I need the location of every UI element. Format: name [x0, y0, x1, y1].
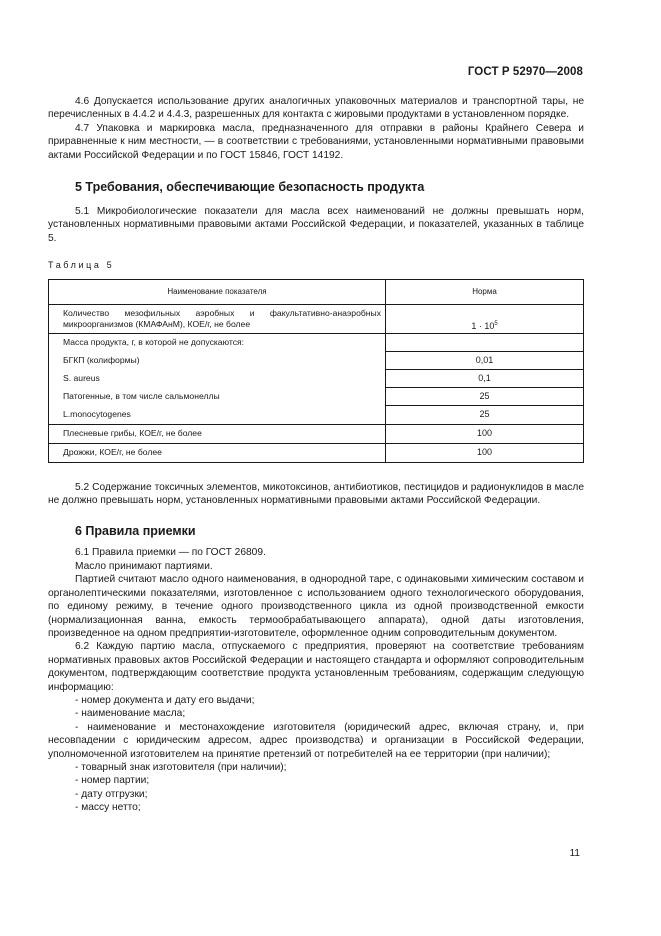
table-row [49, 304, 584, 333]
table-row [49, 370, 584, 388]
table-cell-name: Плесневые грибы, КОЕ/г, не более [49, 424, 386, 443]
table-cell-norm: 25 [386, 388, 584, 406]
paragraph-4-6: 4.6 Допускается использование других аналогичных упаковочных материалов и транспортной тары, не перечисленных в 4.4.2 и 4.4.3, разрешенных для контакта с жировыми продуктами в установленном порядке. [48, 96, 584, 121]
paragraph-5-2: 5.2 Содержание токсичных элементов, микотоксинов, антибиотиков, пестицидов и радионуклидов в масле не должно превышать норм, установленных нормативными правовыми актами Российской Федерации. [48, 481, 584, 507]
table-row [49, 388, 584, 406]
table-5-caption: Таблица 5 [48, 260, 115, 271]
paragraph-4-7: 4.7 Упаковка и маркировка масла, предназначенного для отправки в районы Крайнего Севера и приравненные к ним местности, — в соответствии с требованиями, установленными нормативными правовыми актами Российской Федерации и по ГОСТ 15846, ГОСТ 14192. [48, 122, 584, 161]
table-cell-name: S. aureus [49, 370, 386, 388]
table-cell-norm: 0,1 [386, 370, 584, 388]
list-item: - номер документа и дату его выдачи; [75, 694, 255, 706]
list-item: - наименование масла; [75, 708, 186, 720]
paragraph-6-1: 6.1 Правила приемки — по ГОСТ 26809. [75, 547, 266, 559]
table-5 [48, 279, 584, 463]
table-cell-norm [386, 333, 584, 352]
table-cell-norm: 100 [386, 443, 584, 462]
table-cell-norm: 25 [386, 406, 584, 425]
list-item: - номер партии; [75, 775, 150, 787]
table-cell-name: БГКП (колиформы) [49, 352, 386, 370]
paragraph-6-1-batches: Масло принимают партиями. [75, 560, 213, 572]
table-cell-norm: 100 [386, 424, 584, 443]
document-code-header: ГОСТ Р 52970—2008 [467, 66, 583, 78]
table-row [49, 352, 584, 370]
paragraph-6-2: 6.2 Каждую партию масла, отпускаемого с предприятия, проверяют на соответствие требованиям нормативных правовых актов Российской Федерации и настоящего стандарта и оформляют сопроводительным документом, подтверждающим соответствие продукта установленным требованиям, содержащим следующую информацию: [48, 641, 584, 693]
table-row [49, 406, 584, 425]
table-header-norm: Норма [386, 279, 584, 304]
table-row [49, 443, 584, 462]
table-cell-name: Количество мезофильных аэробных и факультативно-анаэробных микроорганизмов (КМАФАнМ), КОЕ/г, не более [49, 304, 386, 333]
table-header-row [49, 279, 584, 304]
table-cell-name: Дрожжи, КОЕ/г, не более [49, 443, 386, 462]
table-cell-norm: 0,01 [386, 352, 584, 370]
list-item: - наименование и местонахождение изготовителя (юридический адрес, включая страну, и, при несовпадении с юридическим адресом, адрес производства) и организации в Российской Федерации, уполномоченной изготовителем на принятие претензий от потребителей на ее территории (при наличии); [48, 721, 584, 760]
table-cell-norm: $1 \cdot 10^5$ [386, 304, 584, 333]
table-row [49, 424, 584, 443]
table-header-name: Наименование показателя [49, 279, 386, 304]
table-cell-name: Патогенные, в том числе сальмонеллы [49, 388, 386, 406]
list-item: - массу нетто; [75, 802, 141, 814]
section-6-title: 6 Правила приемки [75, 524, 196, 539]
table-row [49, 333, 584, 352]
list-item: - дату отгрузки; [75, 788, 148, 800]
list-item: - товарный знак изготовителя (при наличии); [75, 761, 287, 773]
table-cell-name: L.monocytogenes [49, 406, 386, 425]
paragraph-5-1: 5.1 Микробиологические показатели для масла всех наименований не должны превышать норм, установленных нормативными правовыми актами Российской Федерации, и показателей, указанных в таблице 5. [48, 206, 584, 244]
section-5-title: 5 Требования, обеспечивающие безопасность продукта [75, 180, 425, 195]
page-content [48, 95, 584, 815]
table-cell-name: Масса продукта, г, в которой не допускаются: [49, 333, 386, 352]
page-number: 11 [569, 848, 580, 859]
paragraph-6-1-batch-definition: Партией считают масло одного наименования, в однородной таре, с одинаковыми химическим составом и органолептическими показателями, изготовленное с использованием одного технологического оборудования, по единому режиму, в течение одного производственного цикла из одной производственной емкости (нормализационная ванна, емкость термообрабатывающего аппарата), одной даты изготовления, произведенное на одном предприятии-изготовителе, оформленное одним сопроводительным документом. [48, 574, 584, 639]
